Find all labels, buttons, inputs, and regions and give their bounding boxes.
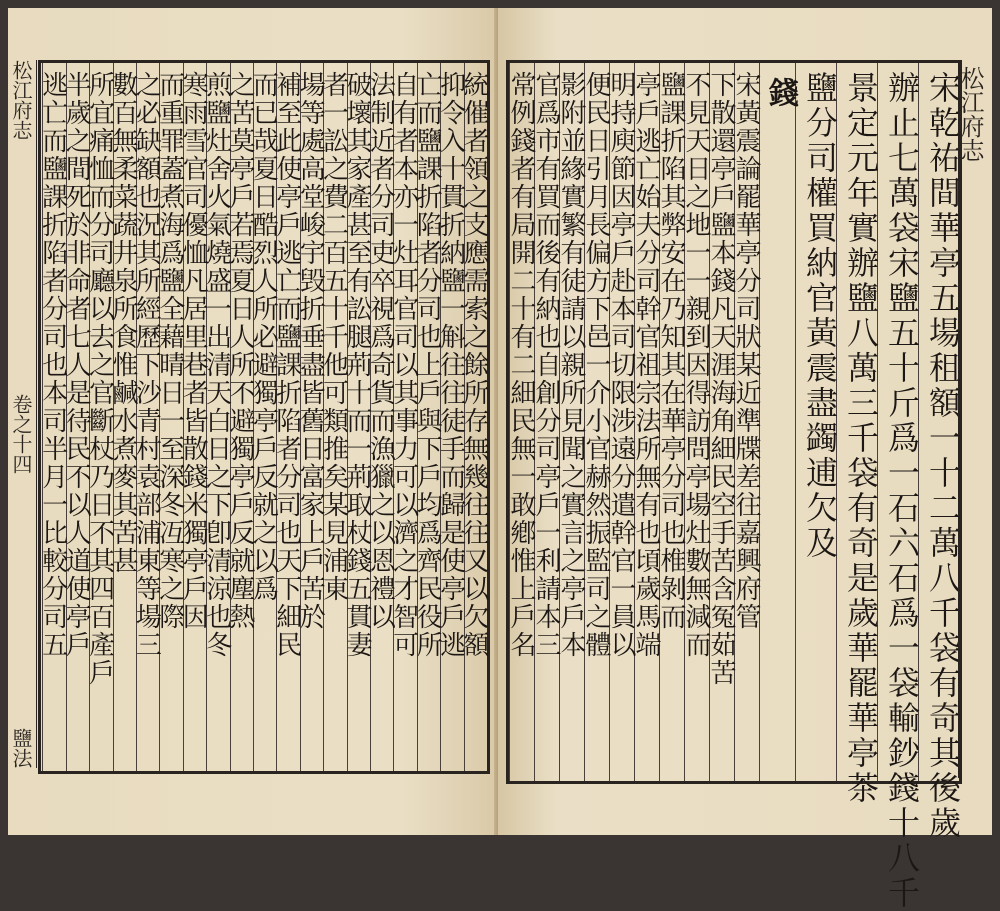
left-text-column: 逃亡而鹽課折陷者分司也本司半月一比較分司五 (42, 63, 65, 771)
left-text-column: 之必缺額也況其所經歷下沙青村袁部浦東等場三 (136, 63, 159, 771)
left-page (8, 8, 498, 835)
right-text-column: 明持庾節因亭戶赴本司切限涉遠分遣幹官一員以 (609, 63, 634, 781)
left-text-column: 場等處高堂峻宇毁折垂盡皆舊日富家上戶苦於 (300, 63, 323, 771)
book-spread (8, 8, 992, 911)
left-text-column: 半歲之間死於非命者七人是待民不以人道使亭戶 (66, 63, 89, 771)
left-margin-title: 松江府志 (9, 60, 33, 140)
right-page-margin (958, 60, 988, 778)
left-margin-section: 鹽法 (9, 728, 33, 768)
left-text-column: 之苦莫亭戶若焉夏日人所不避獨亭戶反就塵熱 (230, 63, 253, 771)
left-text-column: 補至此使亭戶逃亡而鹽課折陷者分司也天下細民 (276, 63, 299, 771)
left-text-column: 統催者領之支應需索之餘所存無幾往往又以欠額 (464, 63, 487, 771)
right-margin-title: 松江府志 (956, 66, 984, 162)
right-text-column: 便民日引月長偏方下邑一介小官赫然振監司之體 (584, 63, 609, 781)
left-text-frame (38, 60, 490, 774)
right-text-column: 不見天日之地一一親到因得訪問亭場灶數無減而 (684, 63, 709, 781)
section-title: 錢 (759, 63, 795, 781)
left-text-column: 者一訟之費二百五十千他可類推矣某見浦東 (323, 63, 346, 771)
right-text-column: 常例錢者有局開二十有二細民無一敢鄕惟上戶名 (509, 63, 534, 781)
right-text-column: 宋黃震論罷華亭分司狀某近準牒差往嘉興府管 (734, 63, 759, 781)
right-text-column: 亭戶逃亡始夫分司幹官祖宗法所無有也頃歲馬端 (634, 63, 659, 781)
left-text-column: 亡而鹽課折陷者分司也上戶與下戶均爲齊民役所 (417, 63, 440, 771)
right-main-column: 辦止七萬袋宋鹽五十斤爲一石六石爲一袋輸鈔錢十八千 (877, 63, 918, 781)
left-text-column: 所宜痛恤而分司廳以去之官斷杖乃日不其四百產戶 (89, 63, 112, 771)
left-text-column: 自有者本亦一灶耳官司以其事力可以濟之才智可 (393, 63, 416, 771)
right-text-column: 官爲市有買而後有納也自創分司亭戶一利請本三 (534, 63, 559, 781)
right-main-column: 鹽分司權買納官黃震盡蠲逋欠及 (795, 63, 836, 781)
left-text-column: 法制近者分司吏卒視爲奇貨而漁獵之以恩禮以 (370, 63, 393, 771)
right-text-column: 下散還亭戶鹽本錢凡天涯海角細民空手苦含冤茹苦 (709, 63, 734, 781)
right-main-column: 景定元年實辦鹽八萬三千袋有奇是歲華罷華亭茶 (836, 63, 877, 781)
left-text-column: 寒雨雪官司優恤凡居里巷者皆散錢米獨亭戶因 (183, 63, 206, 771)
left-margin-volume: 卷之十四 (9, 394, 33, 474)
left-text-column: 數百無柔菜蔬井泉所食惟鹹水煮麥其苦甚 (113, 63, 136, 771)
right-text-column: 鹽課折陷其弊安在乃知其在華亭分司也椎剝而 (659, 63, 684, 781)
left-text-column: 抑令入十貫折納鹽一斛往往徒手而歸是使亭戶逃 (440, 63, 463, 771)
right-text-frame (506, 60, 962, 911)
right-text-column: 影附並緣實繁有徒請以親所見聞之實言之亭戶本 (559, 63, 584, 781)
left-text-column: 而重罪蓋煮海爲鹽全藉晴日一至深冬冱寒之際 (159, 63, 182, 771)
left-text-column: 而已哉夏日酷烈人所必避獨亭戶反就之以爲 (253, 63, 276, 771)
right-main-column: 宋乾祐間華亭五場租額一十二萬八千袋有奇其後歲 (918, 63, 959, 781)
left-text-column: 破壞其家產甚至有訟腿荊十而一荊取杖錢五貫妻 (347, 63, 370, 771)
right-page (498, 8, 992, 911)
left-page-margin (10, 60, 37, 768)
left-text-column: 煎鹽灶舍火氣燒盛一出清天白日之下卽清涼也冬 (206, 63, 229, 771)
